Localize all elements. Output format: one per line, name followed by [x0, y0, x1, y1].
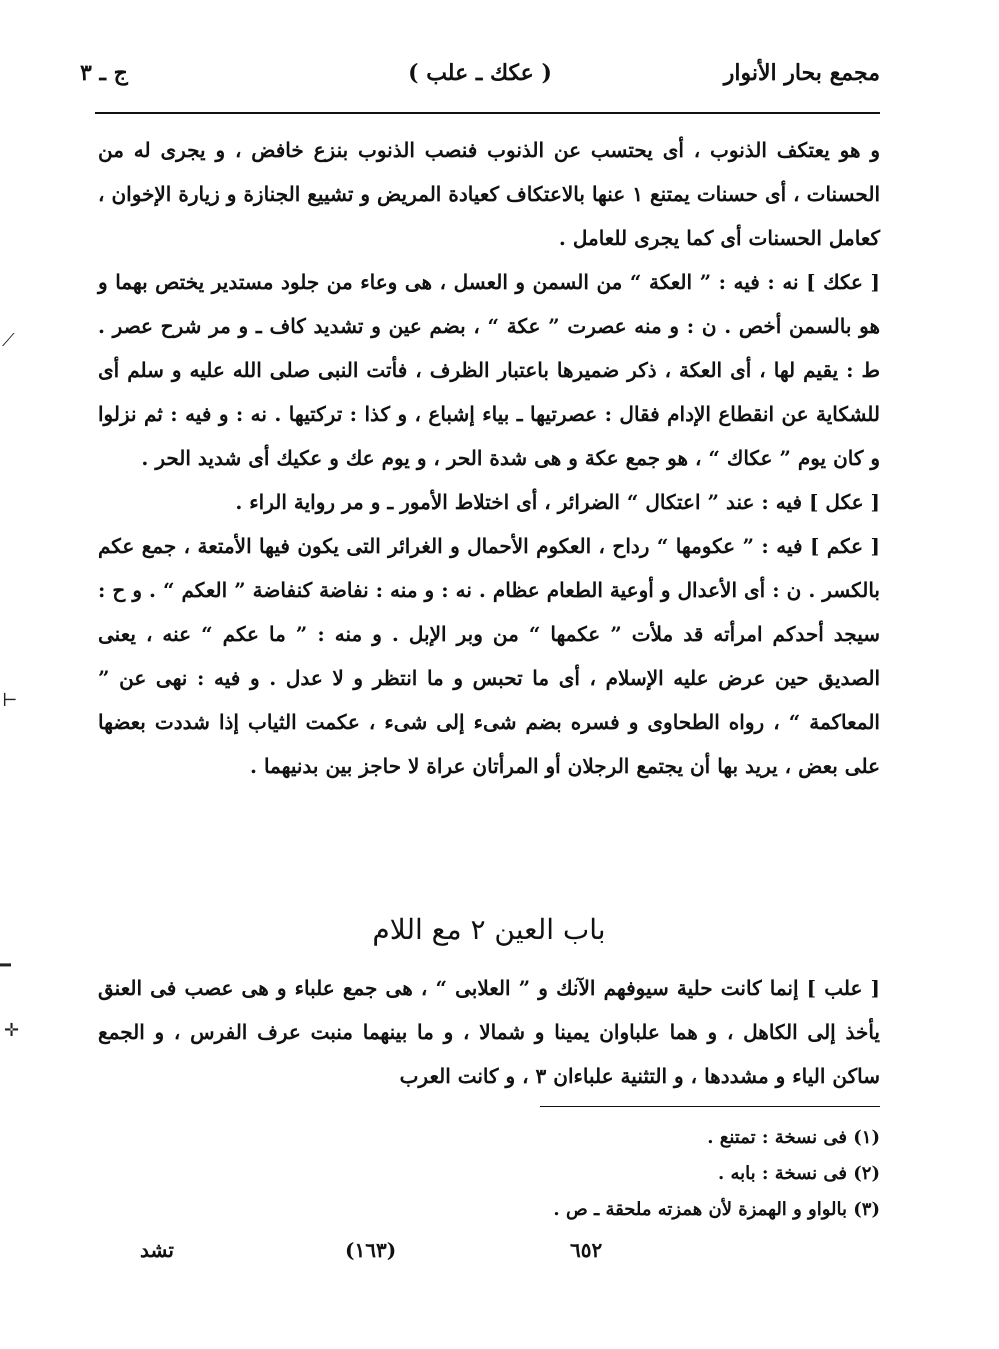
main-text-continued [98, 966, 880, 1098]
main-text [98, 128, 880, 788]
paragraph: و هو يعتكف الذنوب ، أى يحتسب عن الذنوب فنصب الذنوب بنزع خافض ، و يجرى له من الحسنات ، أى حسنات يمتنع ١ عنها بالاعتكاف كعيادة المريض و تشييع الجنازة و زيارة الإخوان ، كعامل الحسنات أى كما يجرى للعامل . [98, 138, 880, 250]
margin-mark: ✛ [4, 1020, 20, 1041]
footnote: (٣) بالواو و الهمزة لأن همزته ملحقة ـ ص . [553, 1199, 880, 1220]
page-header [80, 60, 880, 100]
footnote-rule [540, 1106, 880, 1107]
margin-mark: ⊢ [2, 690, 18, 711]
paragraph: [ عكم ] فيه : ” عكومها “ رداح ، العكوم الأحمال و الغرائر التى يكون فيها الأمتعة ، جمع عكم بالكسر . ن : أى الأعدال و أوعية الطعام عظام . نه : و منه : نفاضة كنفاضة ” العكم “ . و ح : سيجد أحدكم امرأته قد ملأت ” عكمها “ من وبر الإبل . و منه : ” ما عكم “ عنه ، يعنى الصديق حين عرض عليه الإسلام ، أى ما تحبس و ما انتظر و لا عدل . و فيه : نهى عن ” المعاكمة “ ، رواه الطحاوى و فسره بضم شىء إلى شىء ، عكمت الثياب إذا شددت بعضها على بعض ، يريد بها أن يجتمع الرجلان أو المرأتان عراة لا حاجز بين بدنيهما . [98, 534, 881, 778]
volume-label: ج ـ ٣ [80, 60, 128, 86]
margin-mark: ━ [0, 955, 11, 976]
footnote: (٢) فى نسخة : بابه . [717, 1163, 880, 1184]
footnote: (١) فى نسخة : تمتنع . [707, 1127, 880, 1148]
page-number: ٦٥٢ [570, 1238, 603, 1262]
entry-range: ( عكك ـ علب ) [408, 60, 552, 86]
paragraph: [ علب ] إنما كانت حلية سيوفهم الآنك و ” العلابى “ ، هى جمع علباء و هى عصب فى العنق يأخذ إلى الكاهل ، و هما علباوان يمينا و شمالا ، و ما بينهما منبت عرف الفرس ، و الجمع ساكن الياء و مشددها ، و التثنية علباءان ٣ ، و كانت العرب [98, 976, 880, 1088]
header-rule [95, 112, 880, 114]
section-heading: باب العين ٢ مع اللام [372, 913, 606, 946]
footnotes [420, 1120, 880, 1228]
page-footer [100, 1238, 880, 1274]
catchword: تشد [140, 1238, 174, 1262]
margin-mark: ⟋ [2, 330, 15, 351]
paragraph: [ عكل ] فيه : عند ” اعتكال “ الضرائر ، أى اختلاط الأمور ـ و مر رواية الراء . [235, 490, 880, 514]
book-title: مجمع بحار الأنوار [723, 60, 880, 86]
paragraph: [ عكك ] نه : فيه : ” العكة “ من السمن و العسل ، هى وعاء من جلود مستدير يختص بهما و هو بالسمن أخص . ن : و منه عصرت ” عكة “ ، بضم عين و تشديد كاف ـ و مر شرح عصر . ط : يقيم لها ، أى العكة ، ذكر ضميرها باعتبار الظرف ، فأتت النبى صلى الله عليه و سلم أى للشكاية عن انقطاع الإدام فقال : عصرتيها ـ بياء إشباع ، و كذا : تركتيها . نه : و فيه : ثم نزلوا و كان يوم ” عكاك “ ، هو جمع عكة و هى شدة الحر ، و يوم عك و عكيك أى شديد الحر . [98, 270, 880, 470]
signature-number: (١٦٣) [345, 1238, 397, 1262]
